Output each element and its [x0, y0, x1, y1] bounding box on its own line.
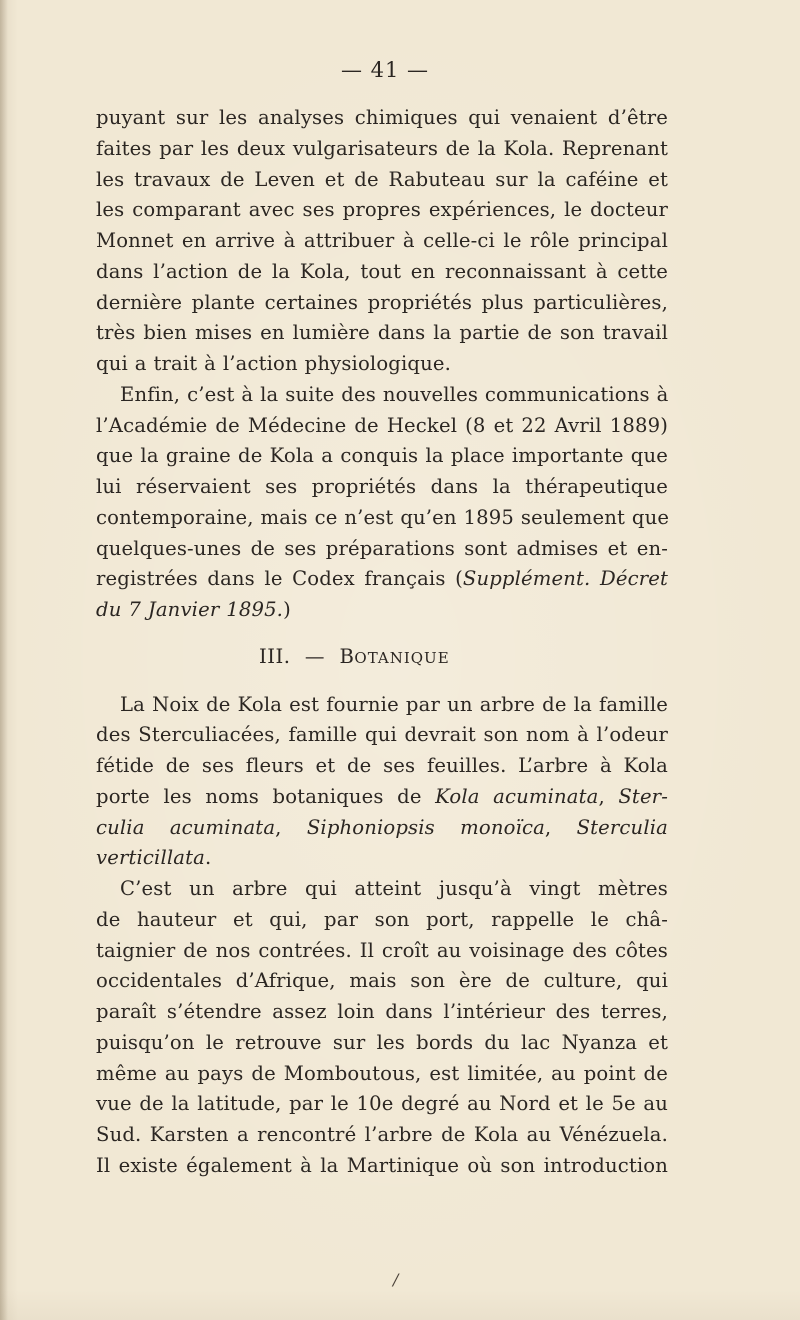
text-line: puisqu’on le retrouve sur les bords du lac Nyanza et: [96, 1030, 668, 1054]
paragraph-3: [96, 690, 668, 875]
text-line: dans l’action de la Kola, tout en reconnaissant à cette: [96, 259, 668, 283]
text-segment: ,: [598, 784, 619, 808]
text-line: [96, 595, 668, 626]
text-line: fétide de ses fleurs et de ses feuilles. L’arbre à Kola: [96, 754, 668, 777]
text-line: taignier de nos contrées. Il croît au voisinage des côtes: [96, 938, 668, 962]
text-line: très bien mises en lumière dans la partie de son travail: [96, 321, 668, 345]
text-line: contemporaine, mais ce n’est qu’en 1895 seulement que: [96, 505, 670, 529]
italic-citation: Supplément. Décret: [462, 567, 668, 591]
text-line: l’Académie de Médecine de Heckel (8 et 22 Avril 1889): [96, 413, 668, 437]
text-segment: registrées dans le Codex français (: [96, 567, 463, 591]
text-line: C’est un arbre qui atteint jusqu’à vingt mètres: [120, 877, 668, 900]
text-line: les travaux de Leven et de Rabuteau sur la caféine et: [96, 167, 668, 191]
text-line: quelques-unes de ses préparations sont admises et en-: [96, 536, 668, 560]
botanical-name: Kola acuminata: [435, 784, 599, 808]
text-line: occidentales d’Afrique, mais son ère de culture, qui: [96, 969, 668, 993]
section-title-rest: OTANIQUE: [354, 648, 450, 667]
section-title-initial: B: [339, 644, 355, 668]
text-line: Il existe également à la Martinique où son introduction: [96, 1153, 668, 1177]
text-line: qui a trait à l’action physiologique.: [96, 352, 451, 375]
botanical-name: culia acuminata: [96, 815, 276, 839]
text-line: dernière plante certaines propriétés plus particulières,: [96, 290, 668, 314]
section-numeral: III.: [259, 644, 291, 668]
text-line: des Sterculiacées, famille qui devrait son nom à l’odeur: [96, 723, 668, 747]
botanical-name: Sterculia: [576, 815, 668, 839]
paragraph-2: [96, 380, 668, 626]
botanical-name: Ster-: [618, 784, 668, 808]
text-segment: ,: [544, 815, 577, 839]
text-line: [96, 782, 668, 813]
text-segment: ): [283, 598, 291, 621]
text-segment: ,: [275, 815, 307, 839]
text-line: Monnet en arrive à attribuer à celle-ci le rôle principal: [96, 229, 668, 252]
text-line: lui réservaient ses propriétés dans la thérapeutique: [96, 475, 668, 498]
text-line: [96, 564, 668, 595]
text-line: Enfin, c’est à la suite des nouvelles communications à: [120, 382, 669, 406]
paragraph-4: [96, 874, 668, 1182]
section-heading: [96, 642, 668, 674]
text-line: Sud. Karsten a rencontré l’arbre de Kola au Vénézuela.: [96, 1123, 668, 1146]
text-line: paraît s’étendre assez loin dans l’intérieur des terres,: [96, 1000, 668, 1023]
text-line: vue de la latitude, par le 10e degré au Nord et le 5e au: [96, 1092, 668, 1116]
text-line: les comparant avec ses propres expériences, le docteur: [96, 198, 668, 222]
body-text: [96, 103, 668, 1182]
text-line: que la graine de Kola a conquis la place importante que: [96, 444, 668, 468]
botanical-name: verticillata: [96, 846, 205, 870]
section-dash: —: [304, 644, 326, 668]
text-line: faites par les deux vulgarisateurs de la Kola. Reprenant: [96, 136, 668, 160]
page-spine-shadow: [0, 0, 8, 1320]
italic-citation: du 7 Janvier 1895.: [96, 598, 284, 621]
text-line: La Noix de Kola est fournie par un arbre de la famille: [120, 692, 668, 716]
text-line: de hauteur et qui, par son port, rappelle le châ-: [96, 907, 668, 931]
botanical-name: Siphoniopsis monoïca: [306, 815, 545, 839]
text-line: [96, 843, 668, 874]
bottom-mark: /: [393, 1270, 399, 1289]
text-line: même au pays de Momboutous, est limitée, au point de: [96, 1061, 668, 1085]
text-line: puyant sur les analyses chimiques qui venaient d’être: [96, 106, 668, 129]
text-segment: porte les noms botaniques de: [96, 784, 436, 808]
page-number: — 41 —: [340, 58, 430, 82]
paragraph-1: [96, 103, 668, 380]
text-line: [96, 813, 668, 844]
text-segment: .: [204, 846, 212, 870]
